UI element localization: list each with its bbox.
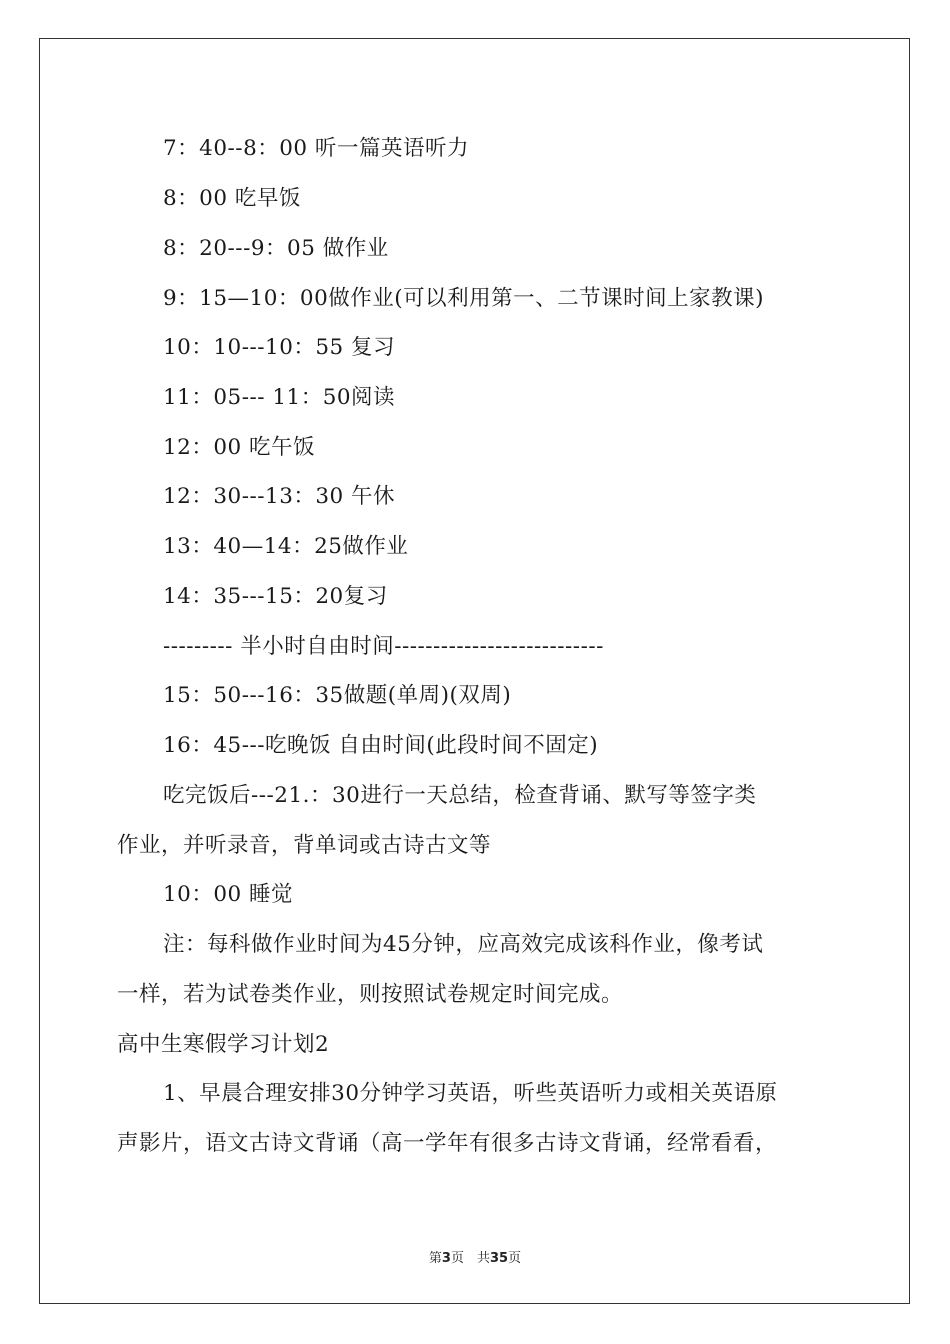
text-line: 16：45---吃晚饭 自由时间(此段时间不固定) [163,733,599,758]
text-line: 吃完饭后---21.：30进行一天总结，检查背诵、默写等签字类 [163,783,757,808]
text-line: 12：00 吃午饭 [163,435,316,460]
text-line: 8：00 吃早饭 [163,186,301,211]
text-line: 10：00 睡觉 [163,882,294,907]
footer-prefix: 第 [428,1251,442,1266]
text-line: 7：40--8：00 听一篇英语听力 [163,136,469,161]
page-footer [0,1247,950,1266]
text-line: 1、早晨合理安排30分钟学习英语，听些英语听力或相关英语原 [163,1081,778,1106]
text-line: 声影片，语文古诗文背诵（高一学年有很多古诗文背诵，经常看看， [117,1131,778,1156]
divider-text: --------- 半小时自由时间--------------------------- [163,634,604,659]
text-line: 11：05--- 11：50阅读 [163,385,396,410]
page-border [39,38,910,1304]
text-line: 15：50---16：35做题(单周)(双周) [163,683,512,708]
current-page-number: 3 [441,1251,451,1266]
text-line: 14：35---15：20复习 [163,584,388,609]
text-line: 作业，并听录音，背单词或古诗古文等 [117,833,492,858]
text-line: 12：30---13：30 午休 [163,484,396,509]
text-line: 9：15—10：00做作业(可以利用第一、二节课时间上家教课) [163,286,765,311]
text-line: 13：40—14：25做作业 [163,534,409,559]
footer-mid: 页 共 [450,1251,490,1266]
total-page-count: 35 [489,1251,509,1266]
footer-suffix: 页 [508,1251,522,1266]
note-line: 一样，若为试卷类作业，则按照试卷规定时间完成。 [117,982,624,1007]
note-line: 注：每科做作业时间为45分钟，应高效完成该科作业，像考试 [163,932,764,957]
section-heading: 高中生寒假学习计划2 [117,1032,330,1057]
text-line: 8：20---9：05 做作业 [163,236,389,261]
text-line: 10：10---10：55 复习 [163,335,396,360]
